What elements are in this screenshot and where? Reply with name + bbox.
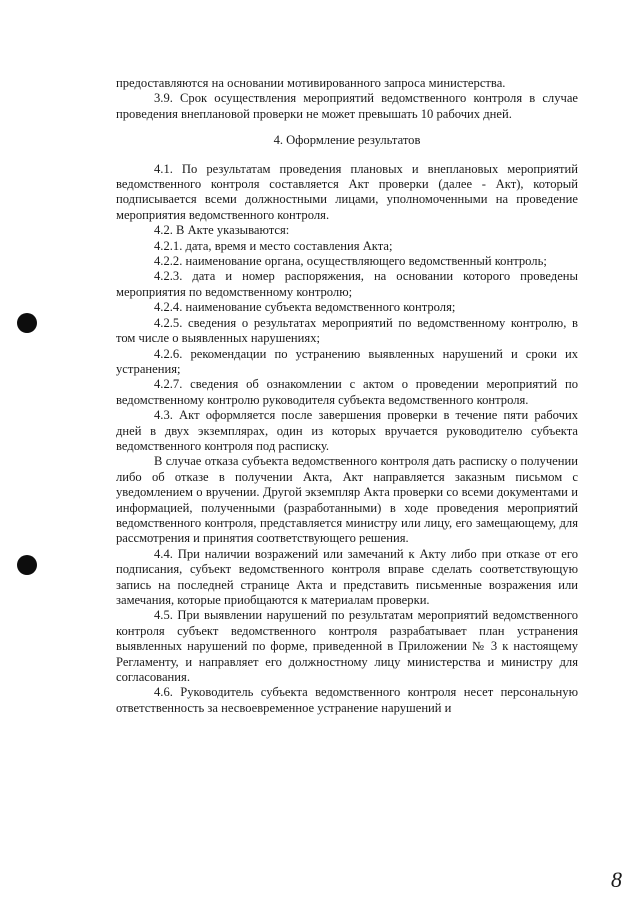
page-number: 8: [611, 867, 622, 892]
paragraph: 4.6. Руководитель субъекта ведомственного контроля несет персональную ответственность за несвоевременное устранение нарушений и: [116, 685, 578, 715]
paragraph: 4.1. По результатам проведения плановых и внеплановых мероприятий ведомственного контроля составляется Акт проверки (далее - Акт), который подписывается всеми должностными лицами, уполномоченными на проведение мероприятия ведомственного контроля.: [116, 161, 578, 222]
paragraph: 4.5. При выявлении нарушений по результатам мероприятий ведомственного контроля субъект ведомственного контроля разрабатывает план устранения выявленных нарушений по форме, приведенной в Приложении № 3 к настоящему Регламенту, и направляет его должностному лицу министерства и министру для согласования.: [116, 608, 578, 685]
paragraph: 4.2.5. сведения о результатах мероприятий по ведомственному контролю, в том числе о выявленных нарушениях;: [116, 315, 578, 346]
paragraph: 3.9. Срок осуществления мероприятий ведомственного контроля в случае проведения внеплановой проверки не может превышать 10 рабочих дней.: [116, 91, 578, 121]
document-body: [116, 76, 578, 716]
paragraph: В случае отказа субъекта ведомственного контроля дать расписку о получении либо об отказе в получении Акта, Акт направляется заказным письмом с уведомлением о вручении. Другой экземпляр Акта проверки со всеми документами и информацией, полученными (разработанными) в ходе проведения мероприятий ведомственного контроля, представляется министру или лицу, его замещающему, для рассмотрения и принятия соответствующего решения.: [116, 454, 578, 546]
paragraph: 4.2.7. сведения об ознакомлении с актом о проведении мероприятий по ведомственному контролю руководителя субъекта ведомственного контроля.: [116, 377, 578, 407]
paragraph: 4.4. При наличии возражений или замечаний к Акту либо при отказе от его подписания, субъект ведомственного контроля вправе сделать соответствующую запись на последней странице Акта и представить письменные возражения или замечания, которые приобщаются к материалам проверки.: [116, 546, 578, 607]
punch-hole-upper: [17, 313, 37, 333]
paragraph: 4.3. Акт оформляется после завершения проверки в течение пяти рабочих дней в двух экземплярах, один из которых вручается руководителю субъекта ведомственного контроля под расписку.: [116, 408, 578, 453]
paragraph: 4.2.6. рекомендации по устранению выявленных нарушений и сроки их устранения;: [116, 346, 578, 376]
section-heading: 4. Оформление результатов: [273, 133, 421, 148]
punch-hole-lower: [17, 555, 37, 575]
paragraph: 4.2.3. дата и номер распоряжения, на основании которого проведены мероприятия по ведомственному контролю;: [116, 269, 578, 299]
paragraph: 4.2. В Акте указываются:: [154, 223, 290, 238]
paragraph: 4.2.1. дата, время и место составления Акта;: [154, 238, 393, 253]
paragraph: 4.2.4. наименование субъекта ведомственного контроля;: [154, 300, 456, 315]
paragraph: 4.2.2. наименование органа, осуществляющего ведомственный контроль;: [154, 254, 547, 269]
paragraph: предоставляются на основании мотивированного запроса министерства.: [116, 76, 506, 90]
